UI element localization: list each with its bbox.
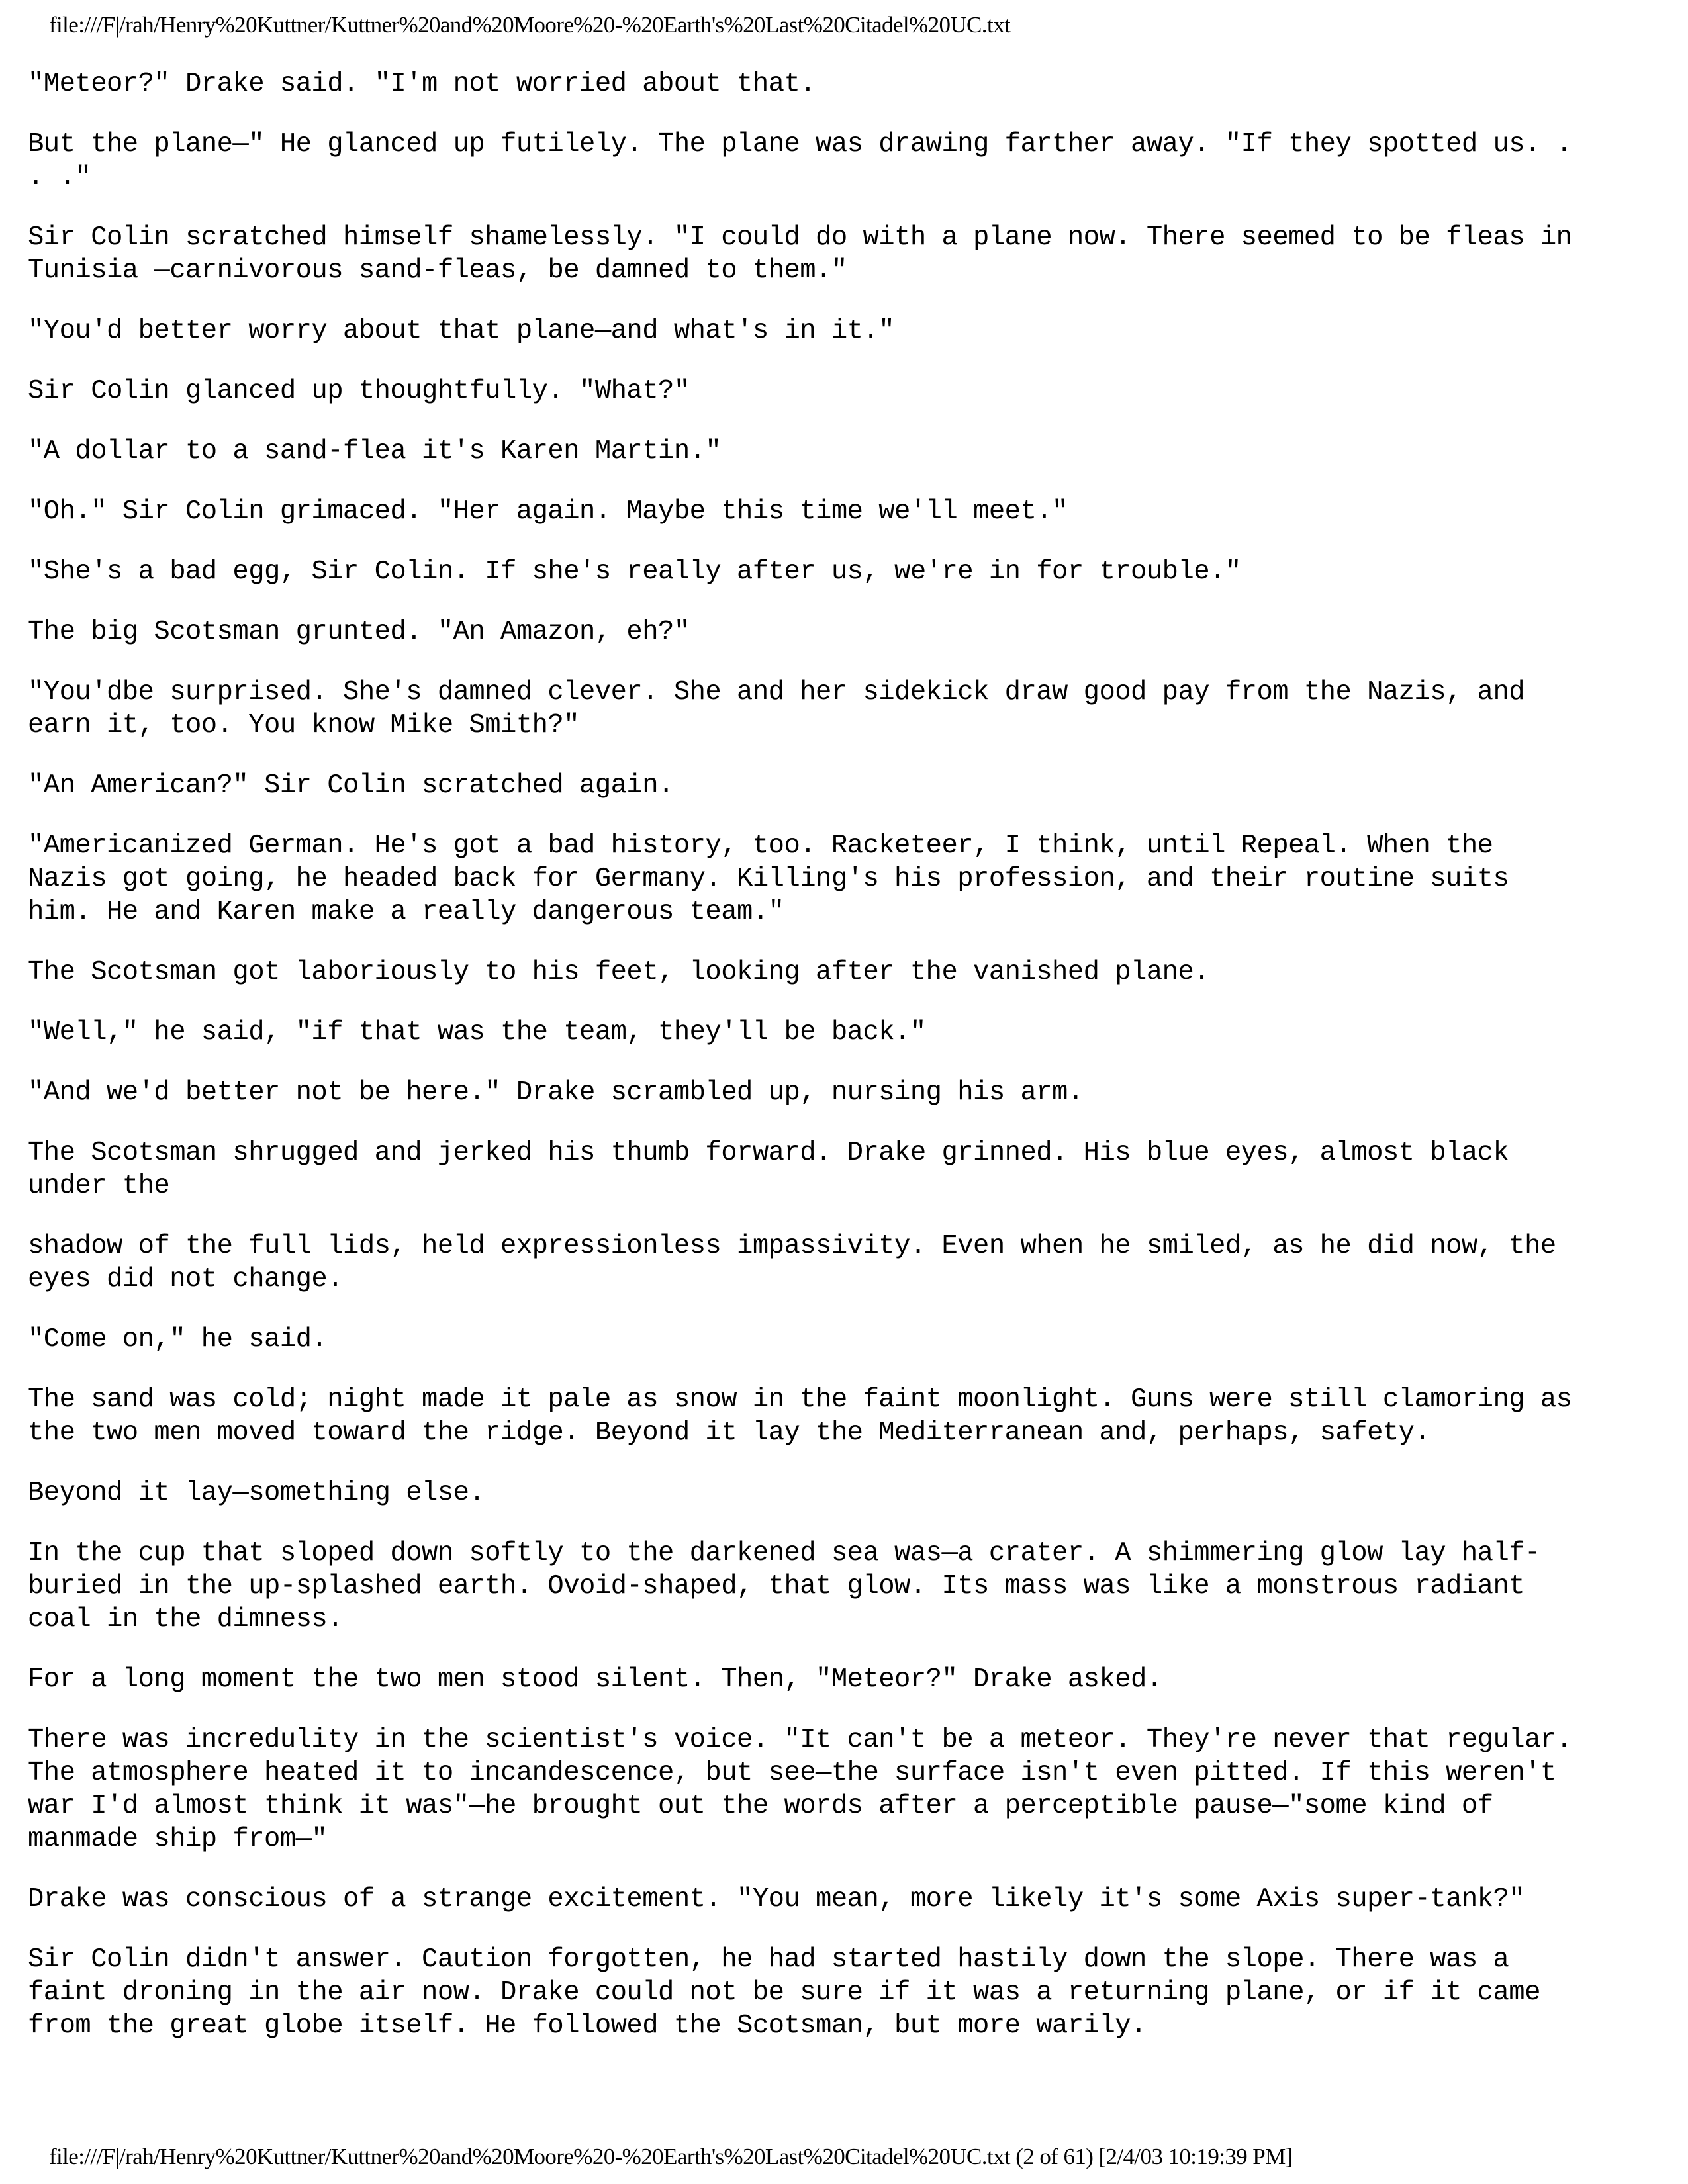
document-body (28, 68, 1669, 2070)
page-footer-file-info: file:///F|/rah/Henry%20Kuttner/Kuttner%20and%20Moore%20-%20Earth's%20Last%20Citadel%20UC.txt (2 of 61) [2/4/03 10:19:39 PM] (49, 2144, 1293, 2169)
paragraph: "Well," he said, "if that was the team, they'll be back." (28, 1017, 926, 1048)
page-header-file-path: file:///F|/rah/Henry%20Kuttner/Kuttner%20and%20Moore%20-%20Earth's%20Last%20Citadel%20UC.txt (49, 12, 1011, 38)
paragraph: "Meteor?" Drake said. "I'm not worried about that. (28, 69, 816, 99)
paragraph: "A dollar to a sand-flea it's Karen Martin." (28, 436, 722, 467)
paragraph: shadow of the full lids, held expressionless impassivity. Even when he smiled, as he did now, the eyes did not change. (28, 1231, 1556, 1295)
paragraph: Sir Colin scratched himself shamelessly. "I could do with a plane now. There seemed to be fleas in Tunisia —carnivorous sand-fleas, be damned to them." (28, 222, 1572, 286)
paragraph: "And we'd better not be here." Drake scrambled up, nursing his arm. (28, 1077, 1084, 1108)
paragraph: "Oh." Sir Colin grimaced. "Her again. Maybe this time we'll meet." (28, 496, 1068, 527)
paragraph: "She's a bad egg, Sir Colin. If she's really after us, we're in for trouble." (28, 557, 1241, 587)
paragraph: The Scotsman shrugged and jerked his thumb forward. Drake grinned. His blue eyes, almost black under the (28, 1138, 1509, 1201)
paragraph: Sir Colin didn't answer. Caution forgotten, he had started hastily down the slope. There was a faint droning in the air now. Drake could not be sure if it was a returning plane, or if it came from the great globe itself. He followed the Scotsman, but more warily. (28, 1944, 1540, 2041)
paragraph: The sand was cold; night made it pale as snow in the faint moonlight. Guns were still clamoring as the two men moved toward the ridge. Beyond it lay the Mediterranean and, perhaps, safety. (28, 1385, 1572, 1448)
paragraph: "You'd better worry about that plane—and what's in it." (28, 316, 895, 346)
paragraph: Drake was conscious of a strange excitement. "You mean, more likely it's some Axis super-tank?" (28, 1884, 1525, 1915)
paragraph: "Come on," he said. (28, 1324, 328, 1355)
paragraph: In the cup that sloped down softly to the darkened sea was—a crater. A shimmering glow lay half- buried in the up-splashed earth. Ovoid-shaped, that glow. Its mass was like a monstrous radiant coal in the dimness. (28, 1538, 1540, 1635)
paragraph: But the plane—" He glanced up futilely. The plane was drawing farther away. "If they spotted us. . . ." (28, 129, 1572, 193)
paragraph: "An American?" Sir Colin scratched again. (28, 770, 674, 801)
paragraph: Beyond it lay—something else. (28, 1478, 485, 1508)
paragraph: The Scotsman got laboriously to his feet, looking after the vanished plane. (28, 957, 1210, 987)
paragraph: "Americanized German. He's got a bad history, too. Racketeer, I think, until Repeal. When the Nazis got going, he headed back for Germany. Killing's his profession, and their routine suits him. He and Karen make a really dangerous team." (28, 831, 1509, 927)
paragraph: There was incredulity in the scientist's voice. "It can't be a meteor. They're never that regular. The atmosphere heated it to incandescence, but see—the surface isn't even pitted. If this weren't war I'd almost think it was"—he brought out the words after a perceptible pause—"some kind of manmade ship from—" (28, 1725, 1572, 1854)
paragraph: Sir Colin glanced up thoughtfully. "What?" (28, 376, 690, 406)
paragraph: The big Scotsman grunted. "An Amazon, eh?" (28, 617, 690, 647)
paragraph: "You'dbe surprised. She's damned clever. She and her sidekick draw good pay from the Nazis, and earn it, too. You know Mike Smith?" (28, 677, 1525, 741)
paragraph: For a long moment the two men stood silent. Then, "Meteor?" Drake asked. (28, 1664, 1162, 1695)
